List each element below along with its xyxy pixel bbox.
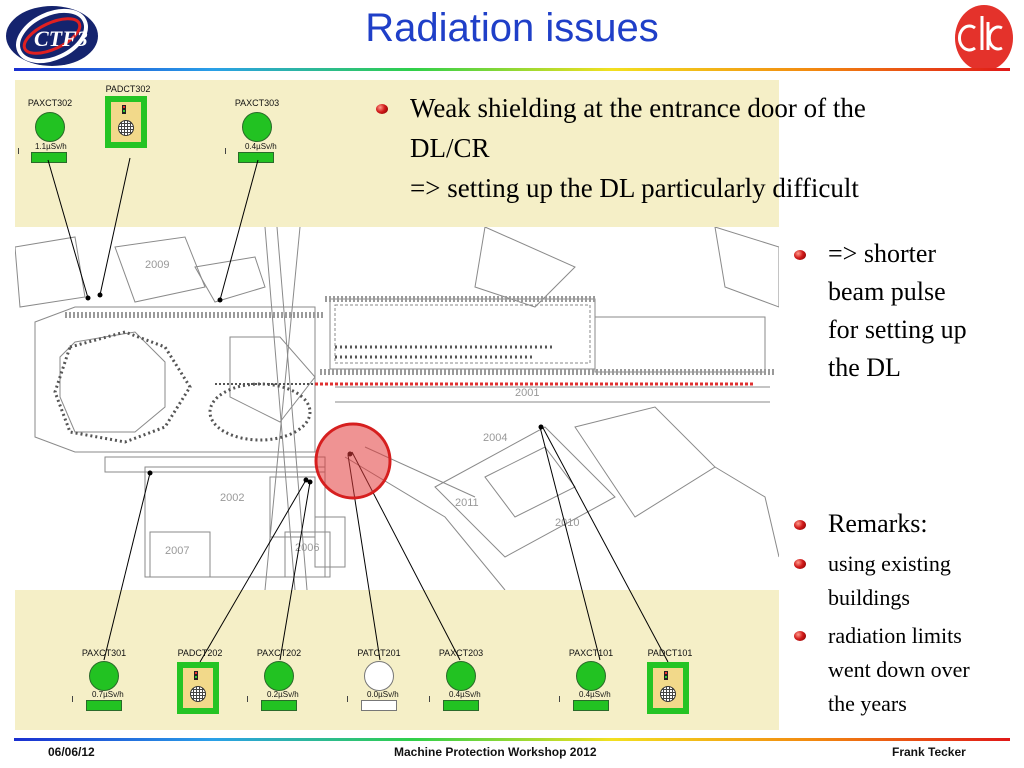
bullet-line: went down over: [828, 657, 970, 682]
building-label: 2006: [295, 542, 320, 554]
footer-date: 06/06/12: [48, 745, 95, 759]
remarks-heading: Remarks:: [828, 509, 928, 538]
building-label: 2011: [455, 497, 479, 509]
building-label: 2010: [555, 517, 580, 529]
dose-rate-bar: [361, 700, 397, 711]
sensor-paxct302[interactable]: [5, 96, 95, 176]
bullet-line: radiation limits: [828, 623, 962, 648]
bullet-line: the DL: [828, 353, 901, 382]
dose-rate-bar: [86, 700, 122, 711]
sensor-label: PAXCT203: [438, 648, 484, 658]
bullet-main: [372, 88, 1012, 208]
status-indicator: [576, 661, 606, 691]
bullet-line: for setting up: [828, 315, 967, 344]
building-label: 2002: [220, 492, 245, 504]
dose-rate-reading: 0.2µSv/h: [267, 690, 299, 699]
sensor-label: PAXCT303: [234, 98, 280, 108]
sensor-paxct101[interactable]: [546, 646, 636, 726]
status-indicator: [89, 661, 119, 691]
dose-rate-reading: 0.0µSv/h: [367, 690, 399, 699]
sensor-label: PAXCT202: [256, 648, 302, 658]
bullet-line: => shorter: [828, 239, 937, 268]
sensor-padct101[interactable]: [625, 646, 715, 726]
title-underline: [14, 68, 1010, 71]
door-sensor-icon: [105, 96, 147, 148]
dose-rate-reading: 0.4µSv/h: [245, 142, 277, 151]
dose-rate-bar: [573, 700, 609, 711]
sensor-padct202[interactable]: [155, 646, 245, 726]
bullet-icon: [794, 520, 806, 530]
bullet-line: beam pulse: [828, 277, 946, 306]
bullet-line: Weak shielding at the entrance door of the: [410, 93, 866, 123]
speaker-grille-icon: [118, 120, 134, 136]
sensor-patct201[interactable]: [334, 646, 424, 726]
sensor-padct302[interactable]: [83, 84, 173, 164]
sensor-paxct301[interactable]: [59, 646, 149, 726]
dose-rate-bar: [261, 700, 297, 711]
sensor-label: PAXCT301: [81, 648, 127, 658]
traffic-light-icon: [664, 671, 668, 680]
sensor-label: PADCT202: [177, 648, 223, 658]
building-label: 2007: [165, 545, 190, 557]
dose-rate-reading: 1.1µSv/h: [35, 142, 67, 151]
slide-title: Radiation issues: [365, 6, 659, 50]
status-indicator: [364, 661, 394, 691]
bullet-line: buildings: [828, 585, 910, 610]
dose-rate-reading: 0.4µSv/h: [579, 690, 611, 699]
traffic-light-icon: [194, 671, 198, 680]
bullet-icon: [794, 631, 806, 641]
status-indicator: [264, 661, 294, 691]
footer-author: Frank Tecker: [892, 745, 966, 759]
clic-logo-icon: [954, 2, 1014, 72]
door-sensor-icon: [647, 662, 689, 714]
footer-divider: [14, 738, 1010, 741]
ctf3-logo-text: CTF3: [34, 26, 88, 51]
bullet-line: using existing: [828, 551, 951, 576]
facility-floorplan: [15, 227, 779, 590]
sensor-label: PAXCT101: [568, 648, 614, 658]
building-label: 2001: [515, 387, 540, 399]
dose-rate-reading: 0.4µSv/h: [449, 690, 481, 699]
bullet-icon: [794, 559, 806, 569]
remarks-section: [790, 505, 1020, 721]
bullet-icon: [794, 250, 806, 260]
bullet-line: DL/CR: [410, 133, 490, 163]
building-label: 2004: [483, 432, 508, 444]
sensor-paxct202[interactable]: [234, 646, 324, 726]
bullet-icon: [376, 104, 388, 114]
sensor-paxct303[interactable]: [212, 96, 302, 176]
building-label: 2009: [145, 259, 170, 271]
footer-event: Machine Protection Workshop 2012: [394, 745, 597, 759]
bullet-line: the years: [828, 691, 907, 716]
sensor-paxct203[interactable]: [416, 646, 506, 726]
sensor-label: PADCT101: [647, 648, 693, 658]
dose-rate-bar: [443, 700, 479, 711]
sensor-label: PATCT201: [357, 648, 401, 658]
dose-rate-bar: [238, 152, 274, 163]
dose-rate-reading: 0.7µSv/h: [92, 690, 124, 699]
sensor-label: PADCT302: [105, 84, 151, 94]
traffic-light-icon: [122, 105, 126, 114]
bullet-line: => setting up the DL particularly difficult: [410, 173, 859, 203]
status-indicator: [35, 112, 65, 142]
status-indicator: [242, 112, 272, 142]
speaker-grille-icon: [660, 686, 676, 702]
door-sensor-icon: [177, 662, 219, 714]
speaker-grille-icon: [190, 686, 206, 702]
status-indicator: [446, 661, 476, 691]
bullet-side: [790, 235, 1020, 387]
dose-rate-bar: [31, 152, 67, 163]
ctf3-logo-icon: [4, 4, 100, 68]
sensor-label: PAXCT302: [27, 98, 73, 108]
facility-map: [15, 227, 779, 590]
